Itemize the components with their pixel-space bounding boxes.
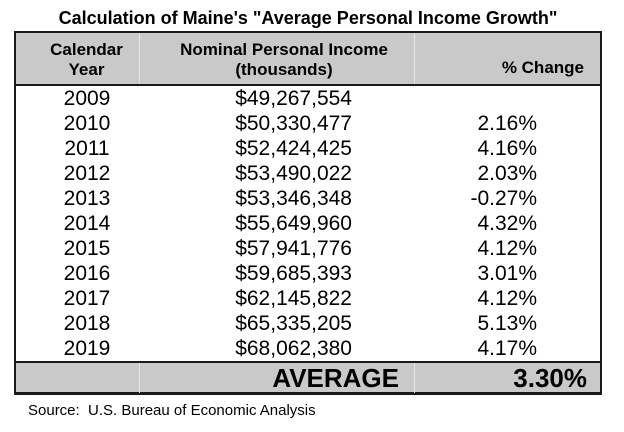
column-header-calendar-year <box>16 33 140 84</box>
table-row <box>16 86 600 111</box>
summary-cell-empty <box>16 363 140 393</box>
cell-year: 2009 <box>63 87 111 110</box>
column-header-pct-change <box>415 33 600 84</box>
cell-year: 2015 <box>63 237 111 260</box>
column-header-nominal-income <box>140 33 415 84</box>
summary-label: AVERAGE <box>140 363 415 393</box>
cell-income: $55,649,960 <box>235 212 352 235</box>
cell-year: 2017 <box>63 287 111 310</box>
table-row <box>16 111 600 136</box>
cell-pct-change: 4.16% <box>477 137 537 160</box>
column-header-line: Year <box>68 60 105 79</box>
income-table <box>14 31 602 395</box>
cell-pct-change: 3.01% <box>477 262 537 285</box>
cell-pct-change: 2.03% <box>477 162 537 185</box>
table-header-row <box>16 33 600 86</box>
cell-income: $49,267,554 <box>235 87 352 110</box>
cell-income: $53,490,022 <box>235 162 352 185</box>
cell-year: 2019 <box>63 337 111 360</box>
table-row <box>16 311 600 336</box>
column-header-line: (thousands) <box>235 60 333 79</box>
column-header-line: Nominal Personal Income <box>180 40 388 59</box>
cell-income: $59,685,393 <box>235 262 352 285</box>
cell-year: 2011 <box>64 137 110 160</box>
table-row <box>16 211 600 236</box>
table-row <box>16 286 600 311</box>
cell-income: $52,424,425 <box>235 137 352 160</box>
table-row <box>16 186 600 211</box>
table-body <box>16 86 600 361</box>
summary-value: 3.30% <box>513 363 587 393</box>
cell-income: $68,062,380 <box>235 337 352 360</box>
cell-pct-change: 2.16% <box>477 112 537 135</box>
cell-income: $62,145,822 <box>235 287 352 310</box>
cell-pct-change: 5.13% <box>477 312 537 335</box>
table-row <box>16 136 600 161</box>
cell-pct-change: 4.17% <box>477 337 537 360</box>
cell-year: 2012 <box>63 162 111 185</box>
cell-income: $53,346,348 <box>235 187 352 210</box>
cell-income: $50,330,477 <box>235 112 352 135</box>
cell-pct-change: 4.12% <box>477 237 537 260</box>
cell-pct-change: 4.12% <box>477 287 537 310</box>
table-row <box>16 161 600 186</box>
column-header-line: % Change <box>501 58 584 77</box>
cell-year: 2016 <box>63 262 111 285</box>
table-row <box>16 336 600 361</box>
table-summary-row <box>16 361 600 392</box>
cell-year: 2018 <box>63 312 111 335</box>
cell-pct-change <box>415 86 600 111</box>
cell-pct-change: 4.32% <box>477 212 537 235</box>
cell-income: $57,941,776 <box>235 237 352 260</box>
cell-year: 2014 <box>63 212 111 235</box>
cell-year: 2010 <box>63 112 111 135</box>
cell-pct-change: -0.27% <box>470 187 537 210</box>
cell-year: 2013 <box>63 187 111 210</box>
source-note: Source: U.S. Bureau of Economic Analysis <box>28 402 316 419</box>
table-row <box>16 261 600 286</box>
cell-income: $65,335,205 <box>235 312 352 335</box>
page-title: Calculation of Maine's "Average Personal Income Growth" <box>58 8 558 28</box>
column-header-line: Calendar <box>50 40 123 59</box>
table-row <box>16 236 600 261</box>
